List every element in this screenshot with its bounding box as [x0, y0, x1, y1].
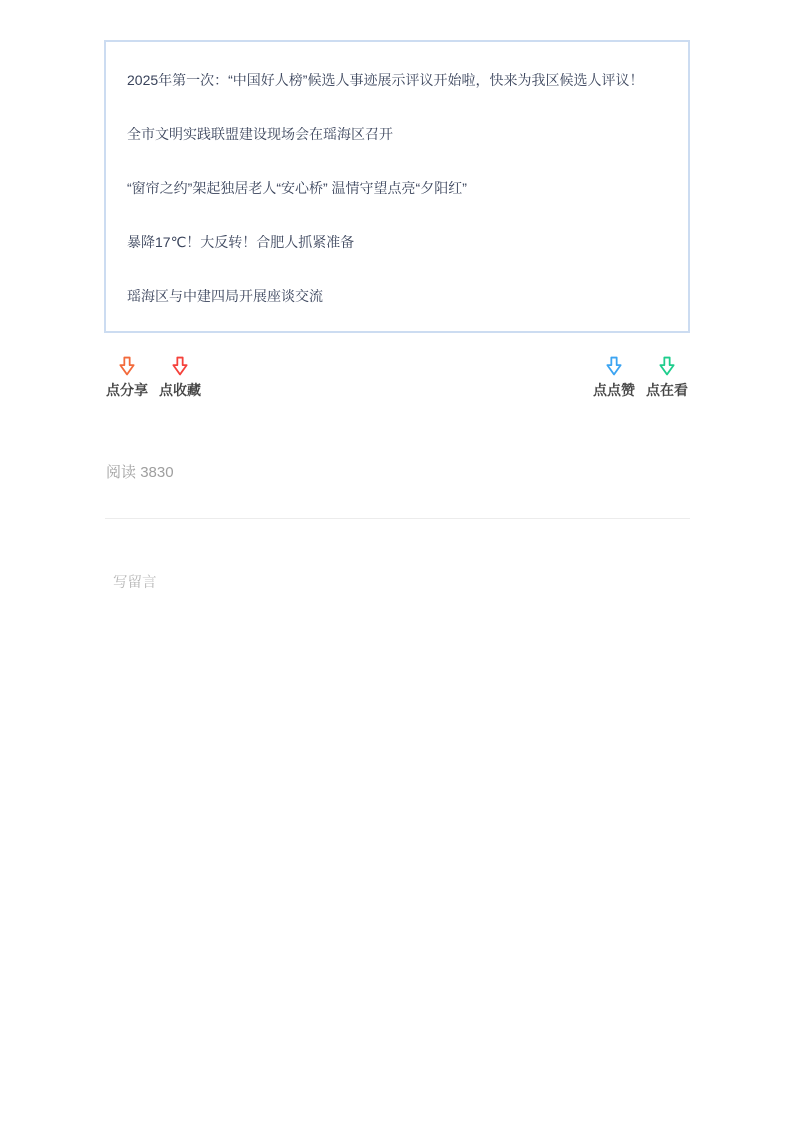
action-bar [104, 356, 690, 398]
favorite-button[interactable] [157, 356, 203, 398]
down-arrow-icon [659, 356, 675, 376]
read-count-label: 阅读 [106, 464, 137, 481]
share-button-label: 点分享 [106, 382, 148, 398]
comment-input[interactable]: 写留言 [113, 575, 157, 591]
related-article-link[interactable]: 全市文明实践联盟建设现场会在瑶海区召开 [127, 127, 393, 142]
down-arrow-icon [172, 356, 188, 376]
read-count-value: 3830 [140, 464, 174, 481]
share-button[interactable] [104, 356, 150, 398]
like-button-label: 点点赞 [593, 382, 635, 398]
related-article-link[interactable]: 暴降17℃！大反转！合肥人抓紧准备 [127, 235, 355, 250]
wow-button-label: 点在看 [646, 382, 688, 398]
like-button[interactable] [591, 356, 637, 398]
down-arrow-icon [606, 356, 622, 376]
favorite-button-label: 点收藏 [159, 382, 201, 398]
down-arrow-icon [119, 356, 135, 376]
read-count [106, 461, 174, 482]
related-articles-list [127, 73, 668, 304]
related-article-link[interactable]: “窗帘之约”架起独居老人“安心桥” 温情守望点亮“夕阳红” [127, 181, 467, 196]
related-articles-box [104, 40, 690, 333]
related-article-link[interactable]: 瑶海区与中建四局开展座谈交流 [127, 289, 323, 304]
wow-button[interactable] [644, 356, 690, 398]
related-article-link[interactable]: 2025年第一次：“中国好人榜”候选人事迹展示评议开始啦，快来为我区候选人评议！ [127, 73, 644, 88]
section-divider [105, 518, 690, 519]
action-group-right [591, 356, 690, 398]
action-group-left [104, 356, 203, 398]
